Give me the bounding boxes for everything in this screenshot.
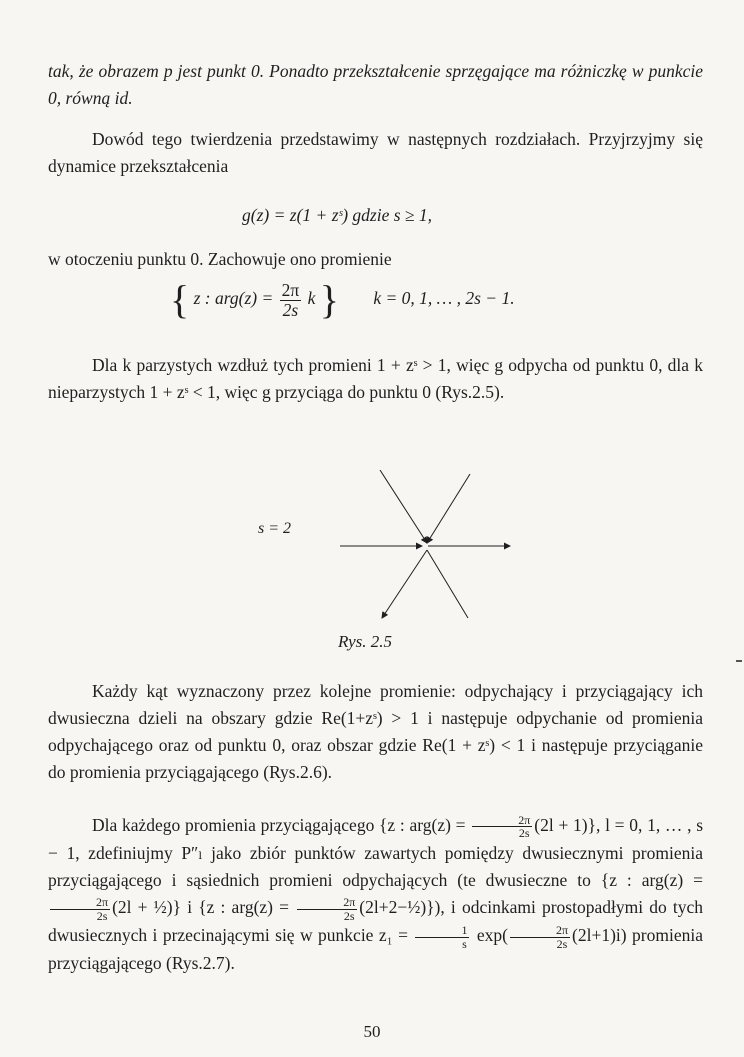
def-part-e: exp(	[476, 925, 508, 946]
def-part-a: Dla każdego promienia przyciągającego {z : arg(z) =	[92, 815, 466, 835]
frac-num: 1	[415, 924, 469, 938]
left-brace: {	[170, 277, 190, 322]
rays-lhs: z : arg(z) =	[193, 288, 274, 309]
ray-upper-right	[427, 474, 470, 543]
frac-den: 2s	[556, 936, 568, 951]
paragraph-parity: Dla k parzystych wzdłuż tych promieni 1 + zˢ > 1, więc g odpycha od punktu 0, dla k nieparzystych 1 + zˢ < 1, więc g przyciąga do punktu 0 (Rys.2.5).	[48, 355, 703, 402]
paragraph-proof: Dowód tego twierdzenia przedstawimy w następnych rozdziałach. Przyjrzyjmy się dynamice przekształcenia	[48, 129, 703, 176]
paragraph-bisector: Każdy kąt wyznaczony przez kolejne promienie: odpychający i przyciągający ich dwusieczna dzieli na obszary gdzie Re(1+zˢ) > 1 i następuje odpychanie od promienia odpychającego oraz od punktu 0, oraz obszar gdzie Re(1 + zˢ) < 1 i następuje przyciąganie do promienia przyciągającego (Rys.2.6).	[48, 681, 703, 782]
def-part-b: (2l + 1)}, l = 0, 1, … , s − 1, zdefiniujmy P″ₗ jako zbiór punktów zawartych pomiędzy dwusiecznymi promienia przyciągającego i sąsiednich promieni odpychających (te dwusieczne to {z : arg(z) =	[48, 815, 704, 891]
margin-mark	[736, 660, 742, 662]
frac-num: 2π	[297, 896, 357, 910]
frac-num: 2π	[472, 814, 532, 828]
page-number: 50	[363, 1022, 381, 1041]
def-frac-2	[50, 896, 110, 922]
ray-upper-left	[380, 470, 427, 543]
ray-lower-right	[427, 550, 468, 618]
figure-caption: Rys. 2.5	[338, 632, 392, 651]
figure-rays	[330, 470, 520, 620]
def-frac-3	[297, 896, 357, 922]
rays-fraction-num: 2π	[281, 280, 300, 301]
rays-range: k = 0, 1, … , 2s − 1.	[373, 288, 515, 309]
rays-fraction	[280, 281, 302, 319]
rays-k: k	[307, 288, 316, 309]
frac-den: 2s	[518, 826, 530, 841]
figure-label: s = 2	[258, 520, 292, 537]
ray-lower-left	[382, 550, 427, 618]
def-part-d: (2l+2−½)}), i odcinkami prostopadłymi do tych dwusiecznych i przecinającymi się w punkcie z₁ =	[48, 897, 704, 946]
frac-den: 2s	[343, 908, 355, 923]
equation-g: g(z) = z(1 + zˢ) gdzie s ≥ 1,	[242, 205, 433, 225]
def-part-c: (2l + ½)} i {z : arg(z) =	[112, 897, 290, 918]
def-frac-5	[510, 924, 570, 950]
def-part-f: (2l+1)i) promienia przyciągającego (Rys.2.7).	[48, 925, 703, 974]
frac-num: 2π	[510, 924, 570, 938]
right-brace: }	[319, 277, 339, 322]
paragraph-neighborhood: w otoczeniu punktu 0. Zachowuje ono promienie	[48, 249, 392, 269]
frac-num: 2π	[50, 896, 110, 910]
paragraph-intro: tak, że obrazem p jest punkt 0. Ponadto przekształcenie sprzęgające ma różniczkę w punkcie 0, równą id.	[48, 61, 703, 108]
def-frac-1	[472, 814, 532, 840]
frac-den: 2s	[96, 908, 108, 923]
rays-fraction-den: 2s	[282, 299, 299, 320]
def-frac-4	[415, 924, 469, 950]
paragraph-definition	[48, 812, 703, 977]
equation-rays	[170, 277, 515, 322]
frac-den: s	[462, 936, 467, 951]
